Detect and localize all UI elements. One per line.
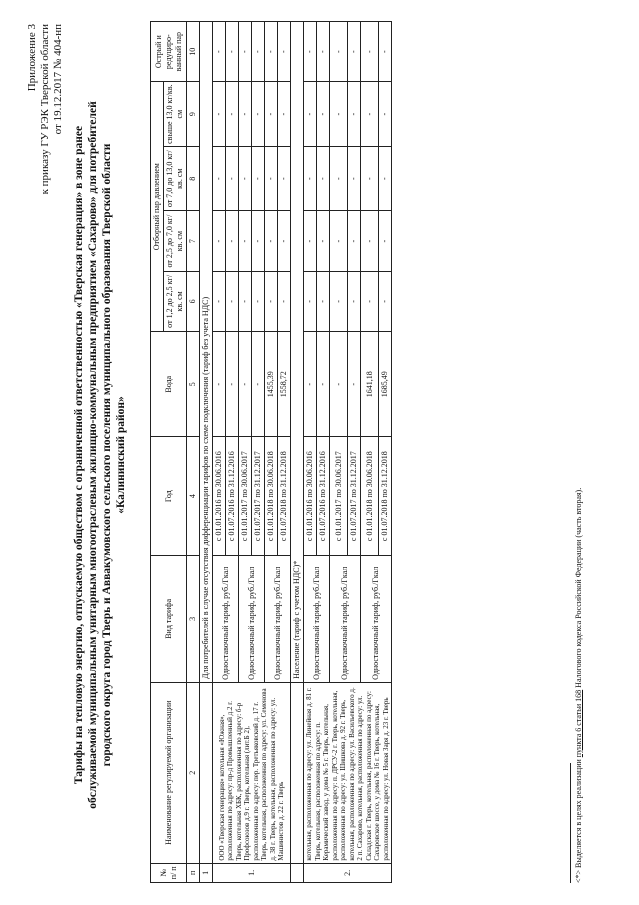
- steam-value: -: [348, 22, 361, 82]
- column-number: 7: [187, 211, 200, 271]
- section-label: Население (тариф с учетом НДС)*: [291, 22, 304, 683]
- steam-value: -: [304, 271, 317, 331]
- period: с 01.01.2018 по 30.06.2018: [265, 437, 278, 555]
- footnote-link[interactable]: пункта 6 статьи 168: [574, 689, 583, 758]
- steam-value: -: [278, 271, 291, 331]
- tariff-type: Одноставочный тариф, руб./Гкал: [304, 555, 330, 682]
- steam-value: -: [213, 82, 226, 147]
- period: с 01.01.2017 по 30.06.2017: [330, 437, 348, 555]
- water-value: 1685,49: [379, 332, 392, 437]
- header-no: № п/ п: [151, 863, 187, 882]
- steam-value: -: [239, 146, 252, 211]
- document-title: [72, 95, 128, 815]
- steam-value: -: [361, 211, 379, 271]
- steam-value: -: [361, 146, 379, 211]
- title-line: обслуживаемой муниципальным унитарным многоотраслевым жилищно-коммунальным предприятием «Сахарово» для потребителей: [87, 101, 99, 809]
- steam-value: -: [317, 146, 330, 211]
- period: с 01.07.2017 по 31.12.2017: [348, 437, 361, 555]
- water-value: -: [213, 332, 226, 437]
- footnote-text: Налогового кодекса Российской Федерации (часть вторая).: [574, 487, 583, 690]
- column-number: 10: [187, 22, 200, 82]
- steam-value: -: [379, 22, 392, 82]
- column-number: 5: [187, 332, 200, 437]
- steam-value: -: [361, 82, 379, 147]
- title-line: Тарифы на тепловую энергию, отпускаемую обществом с ограниченной ответственностью «Тверская генерация» в зоне ранее: [73, 125, 85, 785]
- period: с 01.07.2016 по 31.12.2016: [317, 437, 330, 555]
- org-name: котельная, расположенная по адресу: ул. Линейная д. 81 г. Тверь, котельная, расположенная по адресу: п. Керамический завод, у дома № 5 г. Тверь, котельная, расположенная по адресу: п. ДРСУ-2 г. Тверь, котельная, расположенная по адресу: ул. Шишкова д. 92 г. Тверь, котельная, расположенная по адресу: ул. Васильевского д. 2 п. Сахарово, котельная, расположенная по адресу: ул. Складская г. Тверь, котельная, расположенная по адресу: Сахаровское шоссе, у дома № 16 г. Тверь, котельная, расположенная по адресу: ул. Новая Заря д. 23 г. Тверь: [304, 682, 392, 863]
- section-row: [200, 22, 213, 883]
- org-name: ООО «Тверская генерация» котельная «Южная», расположенная по адресу: пр-д Промышленный д.2 г. Тверь, котельная ХБК, расположенная по адресу: б-р Профсоюзов д.9 г. Тверь, котельная (лит.Б 2), расположенная по адресу: пер. Третьяковский д. 17 г. Тверь, котельная, расположенная по адресу: ул. Семенова д. 38 г. Тверь, котельная, расположенная по адресу: ул. Машинистов д. 22 г. Тверь: [213, 682, 291, 863]
- steam-value: -: [239, 22, 252, 82]
- column-number-row: [187, 22, 200, 883]
- header-sharp-steam: Острый и редуциро-ванный пар: [151, 22, 187, 82]
- water-value: -: [317, 332, 330, 437]
- steam-value: -: [317, 22, 330, 82]
- water-value: -: [330, 332, 348, 437]
- header-row: [151, 22, 164, 883]
- steam-value: -: [304, 22, 317, 82]
- steam-value: -: [278, 146, 291, 211]
- water-value: 1558,72: [278, 332, 291, 437]
- steam-value: -: [213, 271, 226, 331]
- steam-value: -: [252, 271, 265, 331]
- steam-value: -: [361, 22, 379, 82]
- steam-value: -: [348, 146, 361, 211]
- table-row: [213, 22, 226, 883]
- title-line: «Калининский район»: [115, 396, 127, 514]
- water-value: -: [239, 332, 252, 437]
- header-year: Год: [151, 437, 187, 555]
- period: с 01.07.2016 по 31.12.2016: [226, 437, 239, 555]
- header-org: Наименование регулируемой организации: [151, 682, 187, 863]
- tariff-type: Одноставочный тариф, руб./Гкал: [213, 555, 239, 682]
- steam-value: -: [278, 82, 291, 147]
- tariff-type: Одноставочный тариф, руб./Гкал: [330, 555, 361, 682]
- water-value: -: [304, 332, 317, 437]
- steam-value: -: [226, 271, 239, 331]
- steam-value: -: [239, 271, 252, 331]
- row-number: 2.: [304, 863, 392, 882]
- steam-value: -: [348, 82, 361, 147]
- water-value: -: [252, 332, 265, 437]
- steam-value: -: [330, 146, 348, 211]
- steam-value: -: [330, 82, 348, 147]
- steam-value: -: [265, 211, 278, 271]
- row-number: 1: [200, 863, 213, 882]
- column-number: 6: [187, 271, 200, 331]
- column-number: 9: [187, 82, 200, 147]
- steam-value: -: [304, 211, 317, 271]
- steam-value: -: [348, 211, 361, 271]
- tariff-type: Одноставочный тариф, руб./Гкал: [265, 555, 291, 682]
- period: с 01.01.2017 по 30.06.2017: [239, 437, 252, 555]
- header-water: Вода: [151, 332, 187, 437]
- steam-value: -: [213, 22, 226, 82]
- steam-value: -: [213, 211, 226, 271]
- header-steam-2: от 2,5 до 7,0 кг/кв. см: [164, 211, 187, 271]
- table-row: [304, 22, 317, 883]
- title-line: городского округа город Тверь и Аввакумовского сельского поселения муниципального образования Тверской области: [101, 143, 113, 767]
- steam-value: -: [304, 146, 317, 211]
- steam-value: -: [304, 82, 317, 147]
- steam-value: -: [317, 211, 330, 271]
- table-body: [151, 22, 392, 883]
- steam-value: -: [379, 211, 392, 271]
- steam-value: -: [379, 271, 392, 331]
- steam-value: -: [239, 211, 252, 271]
- steam-value: -: [226, 146, 239, 211]
- row-number: 1.: [213, 863, 291, 882]
- steam-value: -: [330, 22, 348, 82]
- tariff-type: Одноставочный тариф, руб./Гкал: [361, 555, 392, 682]
- column-number: 3: [187, 555, 200, 682]
- steam-value: -: [330, 271, 348, 331]
- steam-value: -: [239, 82, 252, 147]
- period: с 01.07.2018 по 31.12.2018: [278, 437, 291, 555]
- column-number: 4: [187, 437, 200, 555]
- steam-value: -: [252, 211, 265, 271]
- section-row: [291, 22, 304, 883]
- column-number: 8: [187, 146, 200, 211]
- steam-value: -: [252, 146, 265, 211]
- empty-cell: [291, 682, 304, 863]
- steam-value: -: [226, 211, 239, 271]
- period: с 01.01.2016 по 30.06.2016: [213, 437, 226, 555]
- header-steam-1: от 1,2 до 2,5 кг/кв. см: [164, 271, 187, 331]
- steam-value: -: [265, 271, 278, 331]
- steam-value: -: [317, 271, 330, 331]
- period: с 01.01.2016 по 30.06.2016: [304, 437, 317, 555]
- footnote: [570, 488, 583, 883]
- appendix-header: [26, 24, 65, 194]
- row-number: [291, 863, 304, 882]
- appendix-line: к приказу ГУ РЭК Тверской области: [39, 24, 51, 195]
- footnote-text: <*> Выделяется в целях реализации: [574, 757, 583, 883]
- period: с 01.07.2018 по 31.12.2018: [379, 437, 392, 555]
- steam-value: -: [265, 82, 278, 147]
- steam-value: -: [330, 211, 348, 271]
- steam-value: -: [278, 22, 291, 82]
- steam-value: -: [226, 82, 239, 147]
- steam-value: -: [226, 22, 239, 82]
- steam-value: -: [265, 146, 278, 211]
- header-steam-4: свыше 13,0 кг/кв. см: [164, 82, 187, 147]
- water-value: 1641,18: [361, 332, 379, 437]
- footnote-rule: [570, 763, 571, 883]
- water-value: 1455,39: [265, 332, 278, 437]
- steam-value: -: [379, 82, 392, 147]
- steam-value: -: [252, 82, 265, 147]
- column-number: 2: [187, 682, 200, 863]
- steam-value: -: [278, 211, 291, 271]
- water-value: -: [226, 332, 239, 437]
- column-number: п: [187, 863, 200, 882]
- empty-cell: [200, 682, 213, 863]
- header-steam-3: от 7,0 до 13,0 кг/кв. см: [164, 146, 187, 211]
- steam-value: -: [213, 146, 226, 211]
- header-steam-group: Отборный пар давлением: [151, 82, 164, 332]
- steam-value: -: [379, 146, 392, 211]
- steam-value: -: [361, 271, 379, 331]
- water-value: -: [348, 332, 361, 437]
- appendix-line: Приложение 3: [26, 24, 38, 92]
- period: с 01.07.2017 по 31.12.2017: [252, 437, 265, 555]
- header-tariff-type: Вид тарифа: [151, 555, 187, 682]
- appendix-line: от 19.12.2017 № 404-нп: [52, 24, 64, 135]
- steam-value: -: [348, 271, 361, 331]
- period: с 01.01.2018 по 30.06.2018: [361, 437, 379, 555]
- steam-value: -: [265, 22, 278, 82]
- tariff-table: [150, 21, 392, 883]
- steam-value: -: [252, 22, 265, 82]
- steam-value: -: [317, 82, 330, 147]
- section-label: Для потребителей в случае отсутствия дифференциации тарифов по схеме подключения (тариф без учета НДС): [200, 22, 213, 683]
- tariff-type: Одноставочный тариф, руб./Гкал: [239, 555, 265, 682]
